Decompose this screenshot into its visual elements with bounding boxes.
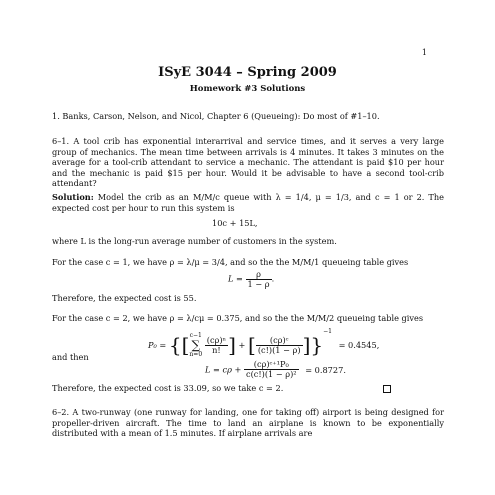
eq-L2-lhs: L = cρ + <box>205 364 242 375</box>
eq-P0-lhs: P₀ = <box>148 340 167 350</box>
eq-P0-plus: + <box>238 340 246 350</box>
case2-text: For the case c = 2, we have ρ = λ/cμ = 0.375, and so the the M/M/2 queueing table gives <box>52 313 424 323</box>
solution-label: Solution: <box>52 192 94 202</box>
eq-P0-t1-num: (cρ)ⁿ <box>206 334 227 345</box>
close-bracket-icon: ] <box>228 333 236 357</box>
open-bracket-icon: [ <box>248 333 256 357</box>
equation-L1 <box>228 270 274 289</box>
sum-bot: n=0 <box>189 351 203 358</box>
sigma-icon: ∑ <box>191 338 201 352</box>
solution-text: Model the crib as an M/M/c queue with λ = 1/4, μ = 1/3, and c = 1 or 2. The expected cost per hour to run this system is <box>52 192 444 213</box>
eq-P0-t2-num: (cρ)ᶜ <box>256 336 303 346</box>
document-title: ISyE 3044 – Spring 2009 <box>158 65 337 80</box>
qed-box-icon <box>383 385 391 393</box>
close-bracket-icon: ] <box>302 333 311 357</box>
eq-L1-lhs: L = <box>228 273 243 284</box>
eq-L2-den: c(c!)(1 − ρ)² <box>245 369 297 379</box>
question-6-1: 6–1. A tool crib has exponential interarrival and service times, and it serves a very large group of mechanics. The mean time between arrivals is 4 minutes. It takes 3 minutes on the average for a tool-crib attendant to service a mechanic. The attendant is paid $10 per hour and the mechanic is paid $15 per hour. Would it be advisable to have a second tool-crib attendant? <box>52 136 444 189</box>
equation-L2 <box>205 360 346 379</box>
page-number: 1 <box>421 48 427 57</box>
eq-L2-num: (cρ)ᶜ⁺¹P₀ <box>244 360 299 370</box>
eq-L1-den: 1 − ρ <box>247 279 270 289</box>
eq-L1-end: . <box>271 273 275 284</box>
eq-L1-fraction <box>246 270 272 289</box>
where-text: where L is the long-run average number of customers in the system. <box>52 236 337 246</box>
open-brace-icon: { <box>168 333 182 357</box>
eq-P0-exp: −1 <box>323 328 332 335</box>
close-brace-icon: } <box>310 333 324 357</box>
document-subtitle: Homework #3 Solutions <box>189 84 306 94</box>
case1-text: For the case c = 1, we have ρ = λ/μ = 3/4, and so the the M/M/1 queueing table gives <box>52 257 409 267</box>
eq-P0-t1-den: n! <box>212 344 221 355</box>
eq-L2-fraction <box>244 360 299 379</box>
eq-P0-val: = 0.4545, <box>338 340 380 350</box>
cost1-text: Therefore, the expected cost is 55. <box>52 293 197 303</box>
eq-L2-val: = 0.8727. <box>305 364 346 375</box>
sum-top: c−1 <box>189 332 202 339</box>
eq-P0-term1 <box>205 336 228 355</box>
cost2-text: Therefore, the expected cost is 33.09, so we take c = 2. <box>52 383 284 393</box>
problem-line: 1. Banks, Carson, Nelson, and Nicol, Chapter 6 (Queueing): Do most of #1–10. <box>52 111 380 121</box>
equation-P0 <box>148 328 379 358</box>
eq-P0-t2-den: (c!)(1 − ρ) <box>257 344 301 355</box>
summation <box>189 332 202 358</box>
question-6-2: 6–2. A two-runway (one runway for landing, one for taking off) airport is being designed for propeller-driven aircraft. The time to land an airplane is known to be exponentially distributed with a mean of 1.5 minutes. If airplane arrivals are <box>52 407 444 439</box>
eq-L1-num: ρ <box>246 270 272 280</box>
eq-P0-term2 <box>256 336 303 355</box>
and-then: and then <box>52 352 89 362</box>
solution-paragraph <box>52 192 444 213</box>
open-bracket-icon: [ <box>181 333 190 357</box>
cost-formula: 10c + 15L, <box>212 218 258 228</box>
